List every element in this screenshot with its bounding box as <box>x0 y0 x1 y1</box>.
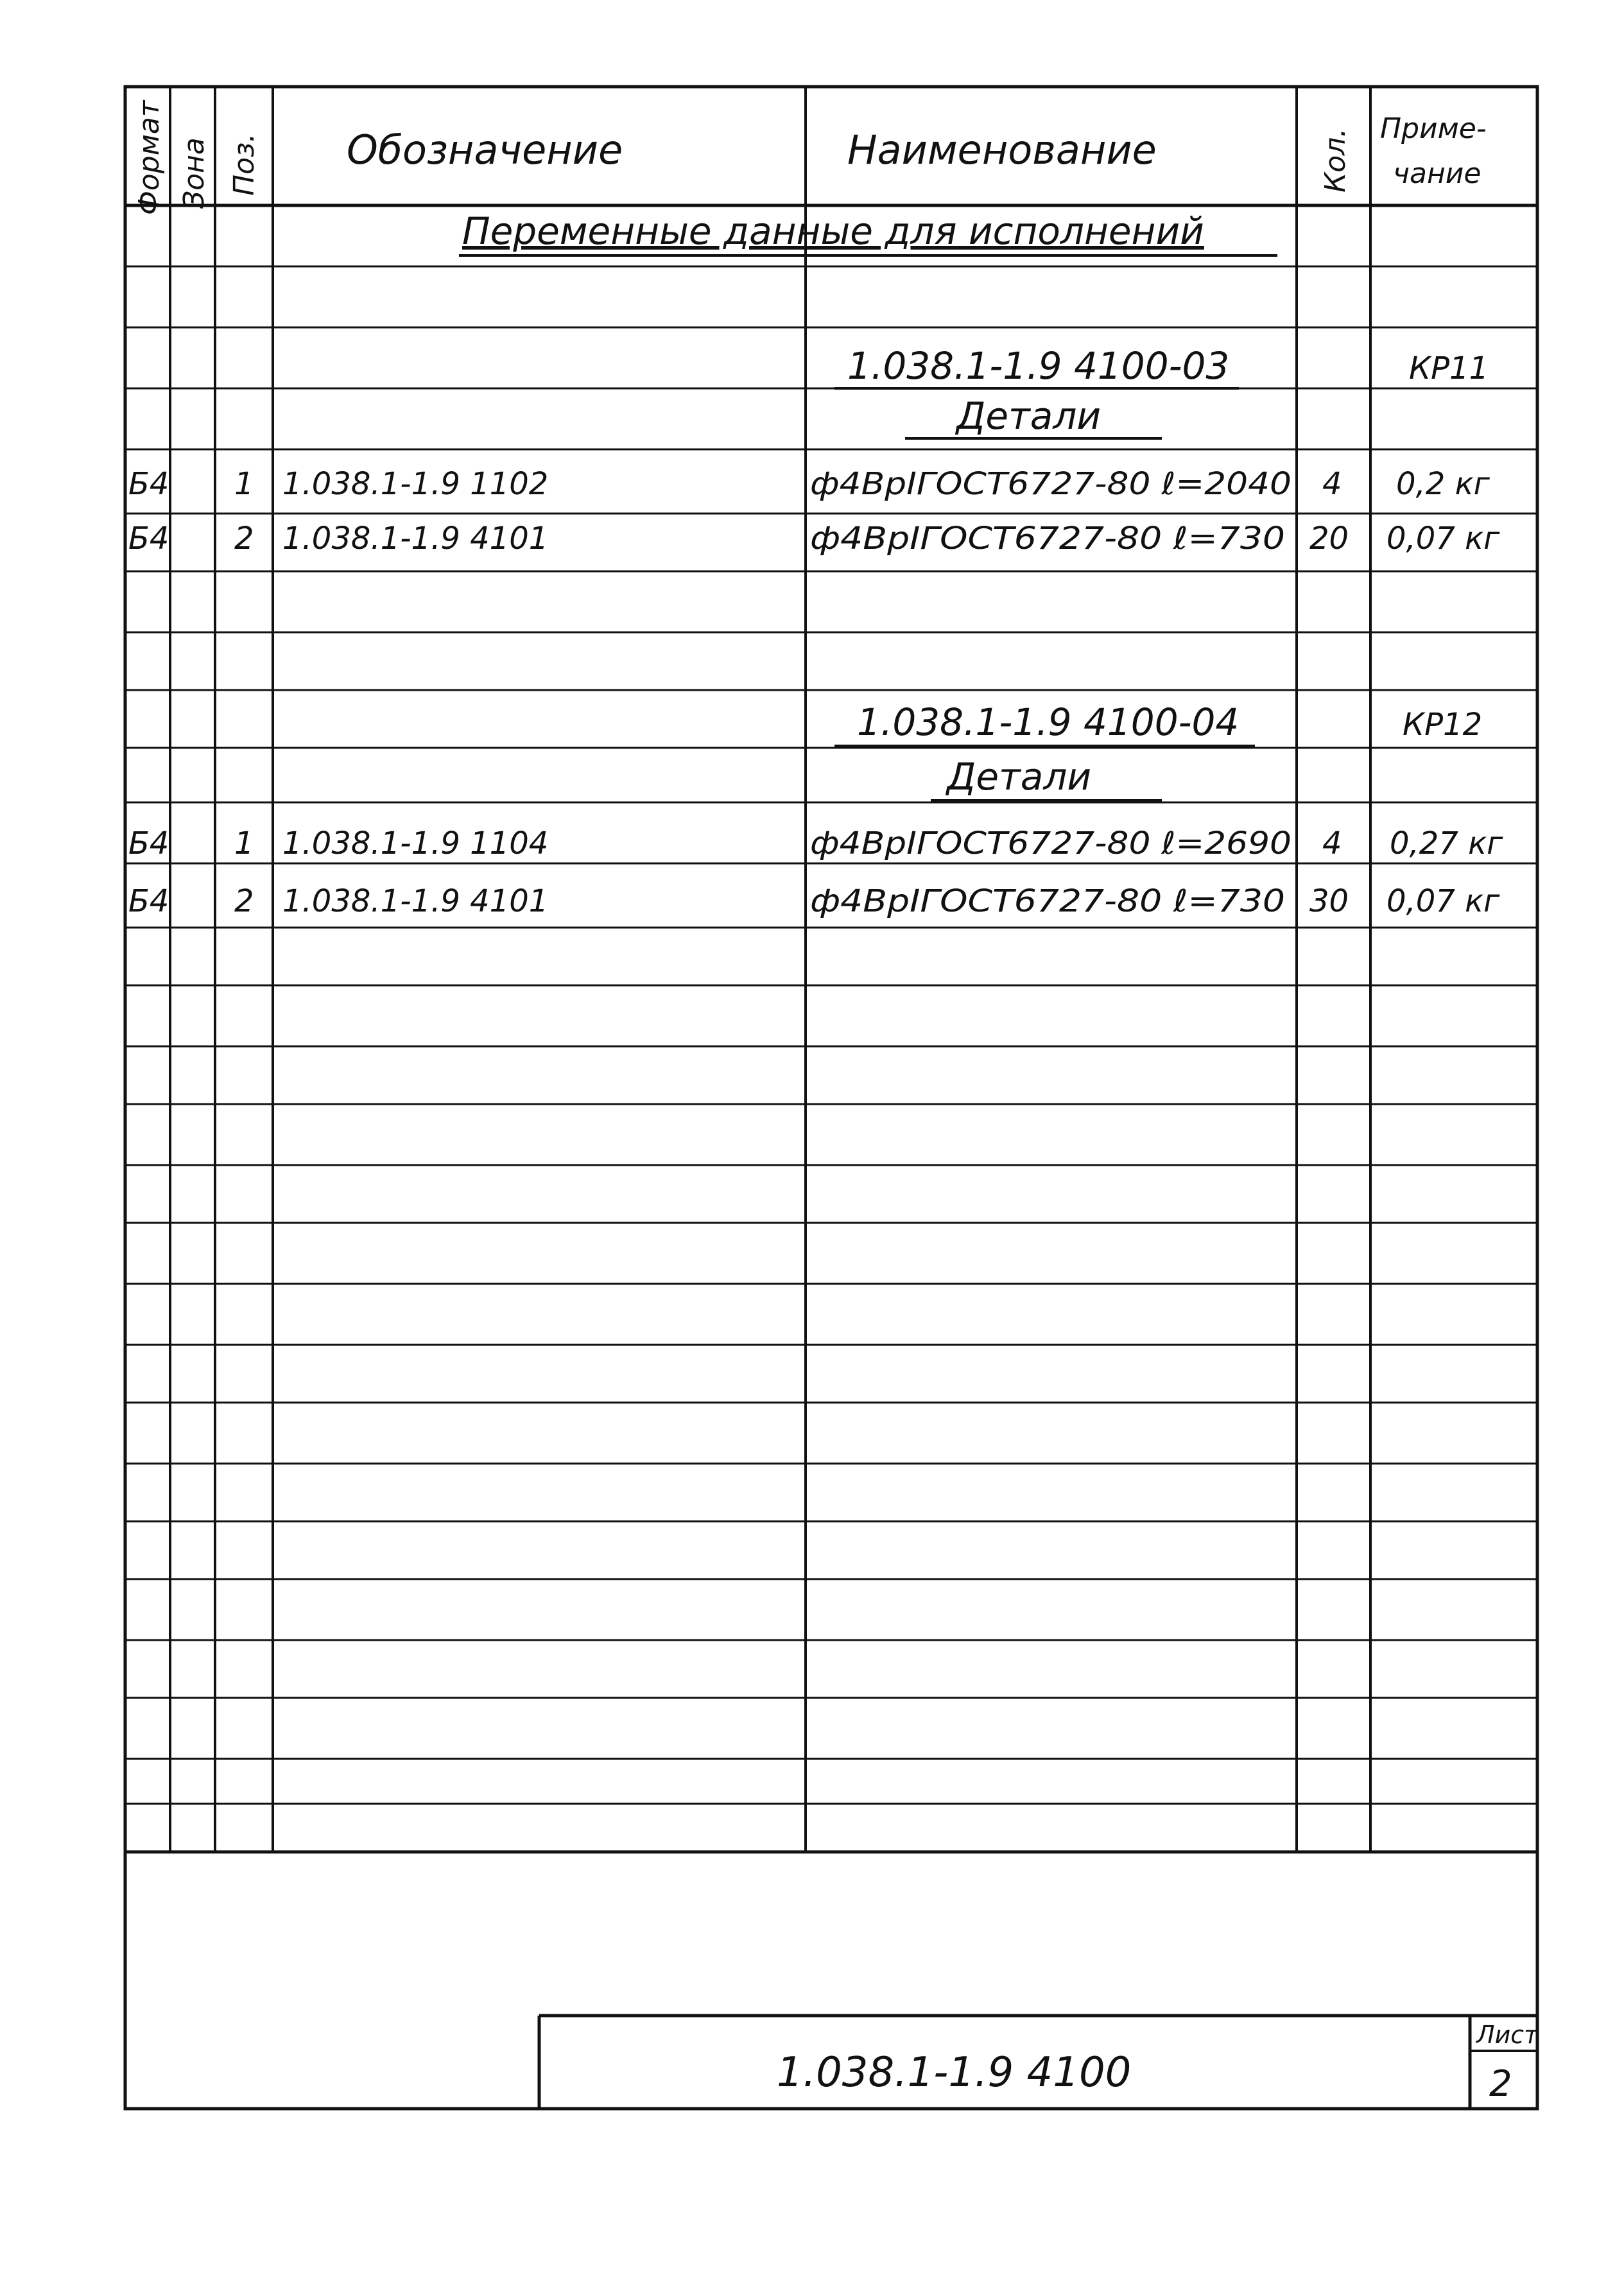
row-name: ф4ВрIГОСТ6727-80 ℓ=730 <box>810 883 1285 919</box>
table-row <box>128 521 1500 557</box>
header-zone: Зона <box>178 137 211 209</box>
variant-note: КР11 <box>1409 350 1489 386</box>
variant-note: КР12 <box>1403 707 1483 743</box>
header-name: Наименование <box>847 126 1157 173</box>
header-qty: Кол. <box>1319 128 1352 193</box>
row-lines <box>125 205 1537 1804</box>
row-designation: 1.038.1-1.9 1104 <box>282 825 549 861</box>
row-designation: 1.038.1-1.9 1102 <box>282 466 549 502</box>
outer-frame <box>125 87 1537 2109</box>
variant-code: 1.038.1-1.9 4100-03 <box>847 344 1230 388</box>
doc-number: 1.038.1-1.9 4100 <box>777 2049 1132 2096</box>
row-format: Б4 <box>128 825 169 861</box>
row-note: 0,07 кг <box>1386 883 1500 919</box>
row-format: Б4 <box>128 883 169 919</box>
row-qty: 30 <box>1309 883 1349 919</box>
row-qty: 20 <box>1309 521 1349 557</box>
row-pos: 1 <box>234 825 254 861</box>
row-pos: 1 <box>234 466 254 502</box>
table-row <box>128 466 1490 502</box>
section-title: Переменные данные для исполнений <box>462 209 1204 253</box>
group-title: Детали <box>947 755 1092 799</box>
row-qty: 4 <box>1322 466 1342 502</box>
row-name: ф4ВрIГОСТ6727-80 ℓ=2690 <box>810 825 1291 861</box>
row-format: Б4 <box>128 521 169 557</box>
header-designation: Обозначение <box>347 126 623 173</box>
header-note-line1: Приме- <box>1380 112 1487 145</box>
row-note: 0,2 кг <box>1396 466 1490 502</box>
table-row <box>128 883 1500 919</box>
row-pos: 2 <box>234 883 254 919</box>
sheet-number: 2 <box>1489 2063 1512 2105</box>
row-note: 0,27 кг <box>1390 825 1503 861</box>
row-designation: 1.038.1-1.9 4101 <box>282 521 549 557</box>
row-format: Б4 <box>128 466 169 502</box>
row-name: ф4ВрIГОСТ6727-80 ℓ=2040 <box>810 466 1291 502</box>
header-format: Формат <box>133 100 166 215</box>
group-title: Детали <box>956 394 1101 438</box>
row-designation: 1.038.1-1.9 4101 <box>282 883 549 919</box>
header-pos: Поз. <box>228 133 261 196</box>
row-pos: 2 <box>234 521 254 557</box>
row-qty: 4 <box>1322 825 1342 861</box>
header-note-line2: чание <box>1393 157 1481 190</box>
sheet-label: Лист <box>1476 2021 1539 2049</box>
row-name: ф4ВрIГОСТ6727-80 ℓ=730 <box>810 521 1285 557</box>
row-note: 0,07 кг <box>1386 521 1500 557</box>
variant-code: 1.038.1-1.9 4100-04 <box>857 700 1240 744</box>
